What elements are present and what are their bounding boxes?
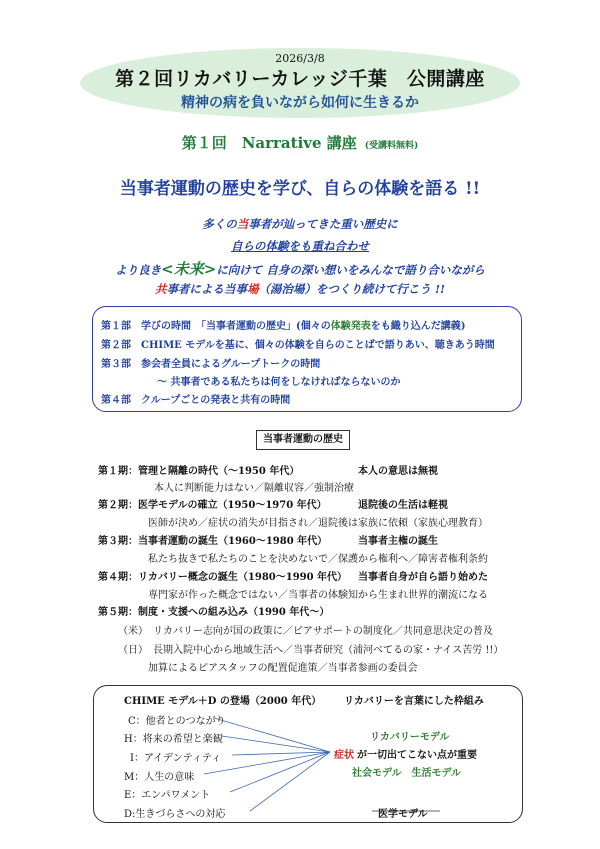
- chime-box: [93, 685, 523, 823]
- chime-title: CHIME モデル＋D の登場（2000 年代）: [124, 696, 322, 707]
- history-us: （米） リカバリー志向が国の政策に／ピアサポートの制度化／共同意思決定の普及: [118, 626, 493, 637]
- history-period-4-note: 当事者自身が自ら語り始めた: [358, 572, 488, 583]
- history-japan: （日） 長期入院中心から地域生活へ／当事者研究（浦河べてるの家・ナイス苦労 !!）: [118, 645, 504, 656]
- event-date: 2026/3/8: [275, 52, 325, 65]
- program-box: [92, 306, 522, 412]
- history-heading: 当事者運動の歴史: [256, 430, 350, 450]
- social-model-label: 社会モデル 生活モデル: [352, 768, 461, 779]
- chime-item-i: I：アイデンティティ: [130, 753, 222, 764]
- lead-line-4: 共事者による当事場（湯治場）をつくり続けて行こう !!: [154, 282, 446, 296]
- history-period-5: 第５期：制度・支援への組み込み（1990 年代〜）: [98, 607, 330, 618]
- symptom-note: 症状 が一切出てこない点が重要: [334, 750, 477, 761]
- program-part-1: 第１部 学びの時間 「当事者運動の歴史」(個々の体験発表をも織り込んだ講義): [101, 321, 466, 332]
- program-part-4: 第４部 クループごとの発表と共有の時間: [101, 395, 291, 406]
- headline: 当事者運動の歴史を学び、自らの体験を語る !!: [119, 179, 481, 199]
- chime-right-title: リカバリーを言葉にした枠組み: [344, 696, 484, 707]
- chime-item-c: C：他者とのつながり: [128, 716, 226, 727]
- program-part-3: 第３部 参会者全員によるグループトークの時間: [101, 359, 321, 370]
- lead-line-2: 自らの体験をも重ね合わせ: [231, 239, 369, 253]
- history-period-3-note: 当事者主権の誕生: [358, 536, 438, 547]
- history-japan-2: 加算によるピアスタッフの配置促進策／当事者参画の委員会: [148, 663, 418, 674]
- chime-item-e: E：エンパワメント: [124, 790, 211, 801]
- history-period-2-note: 退院後の生活は軽視: [358, 500, 448, 511]
- history-period-4-detail: 専門家が作った概念ではない／当事者の体験知から生まれ世界的潮流になる: [148, 590, 488, 601]
- chime-item-m: M：人生の意味: [124, 772, 195, 783]
- session-note: (受講料無料): [364, 141, 419, 151]
- recovery-model-label: リカバリーモデル: [370, 732, 450, 743]
- chime-item-d: D:生きづらさへの対応: [124, 809, 226, 820]
- history-period-2-detail: 医師が決め／症状の消失が目指され／退院後は家族に依頼（家族心理教育）: [148, 518, 488, 529]
- page-title: 第２回リカバリーカレッジ千葉 公開講座: [115, 68, 485, 90]
- history-period-1-note: 本人の意思は無視: [358, 466, 438, 477]
- session-title: [0, 132, 600, 153]
- history-period-3: 第３期：当事者運動の誕生（1960〜1980 年代）: [98, 536, 328, 547]
- program-part-3-sub: 〜 共事者である私たちは何をしなければならないのか: [157, 377, 401, 388]
- history-period-3-detail: 私たち抜きで私たちのことを決めないで／保護から権利へ／障害者権利条約: [148, 554, 488, 565]
- history-period-2: 第２期：医学モデルの確立（1950〜1970 年代）: [98, 500, 327, 511]
- program-part-2: 第２部 CHIME モデルを基に、個々の体験を自らのことばで語りあい、聴きあう時間: [101, 340, 495, 351]
- history-period-4: 第４期：リカバリー概念の誕生（1980〜1990 年代）: [98, 572, 348, 583]
- page-subtitle: 精神の病を負いながら如何に生きるか: [181, 95, 419, 111]
- lead-line-3: より良き<未来>に向けて 自身の深い想いをみんなで語り合いながら: [115, 260, 485, 278]
- history-period-1: 第１期：管理と隔離の時代（〜1950 年代）: [98, 466, 300, 477]
- history-period-1-detail: 本人に判断能力はない／隔離収容／強制治療: [154, 483, 354, 494]
- chime-item-h: H：将来の希望と楽観: [124, 734, 223, 745]
- lead-line-1: 多くの当事者が辿ってきた重い歴史に: [202, 217, 398, 231]
- session-label: 第１回 Narrative 講座: [181, 134, 357, 152]
- medical-model-label: 医学モデル: [378, 809, 428, 820]
